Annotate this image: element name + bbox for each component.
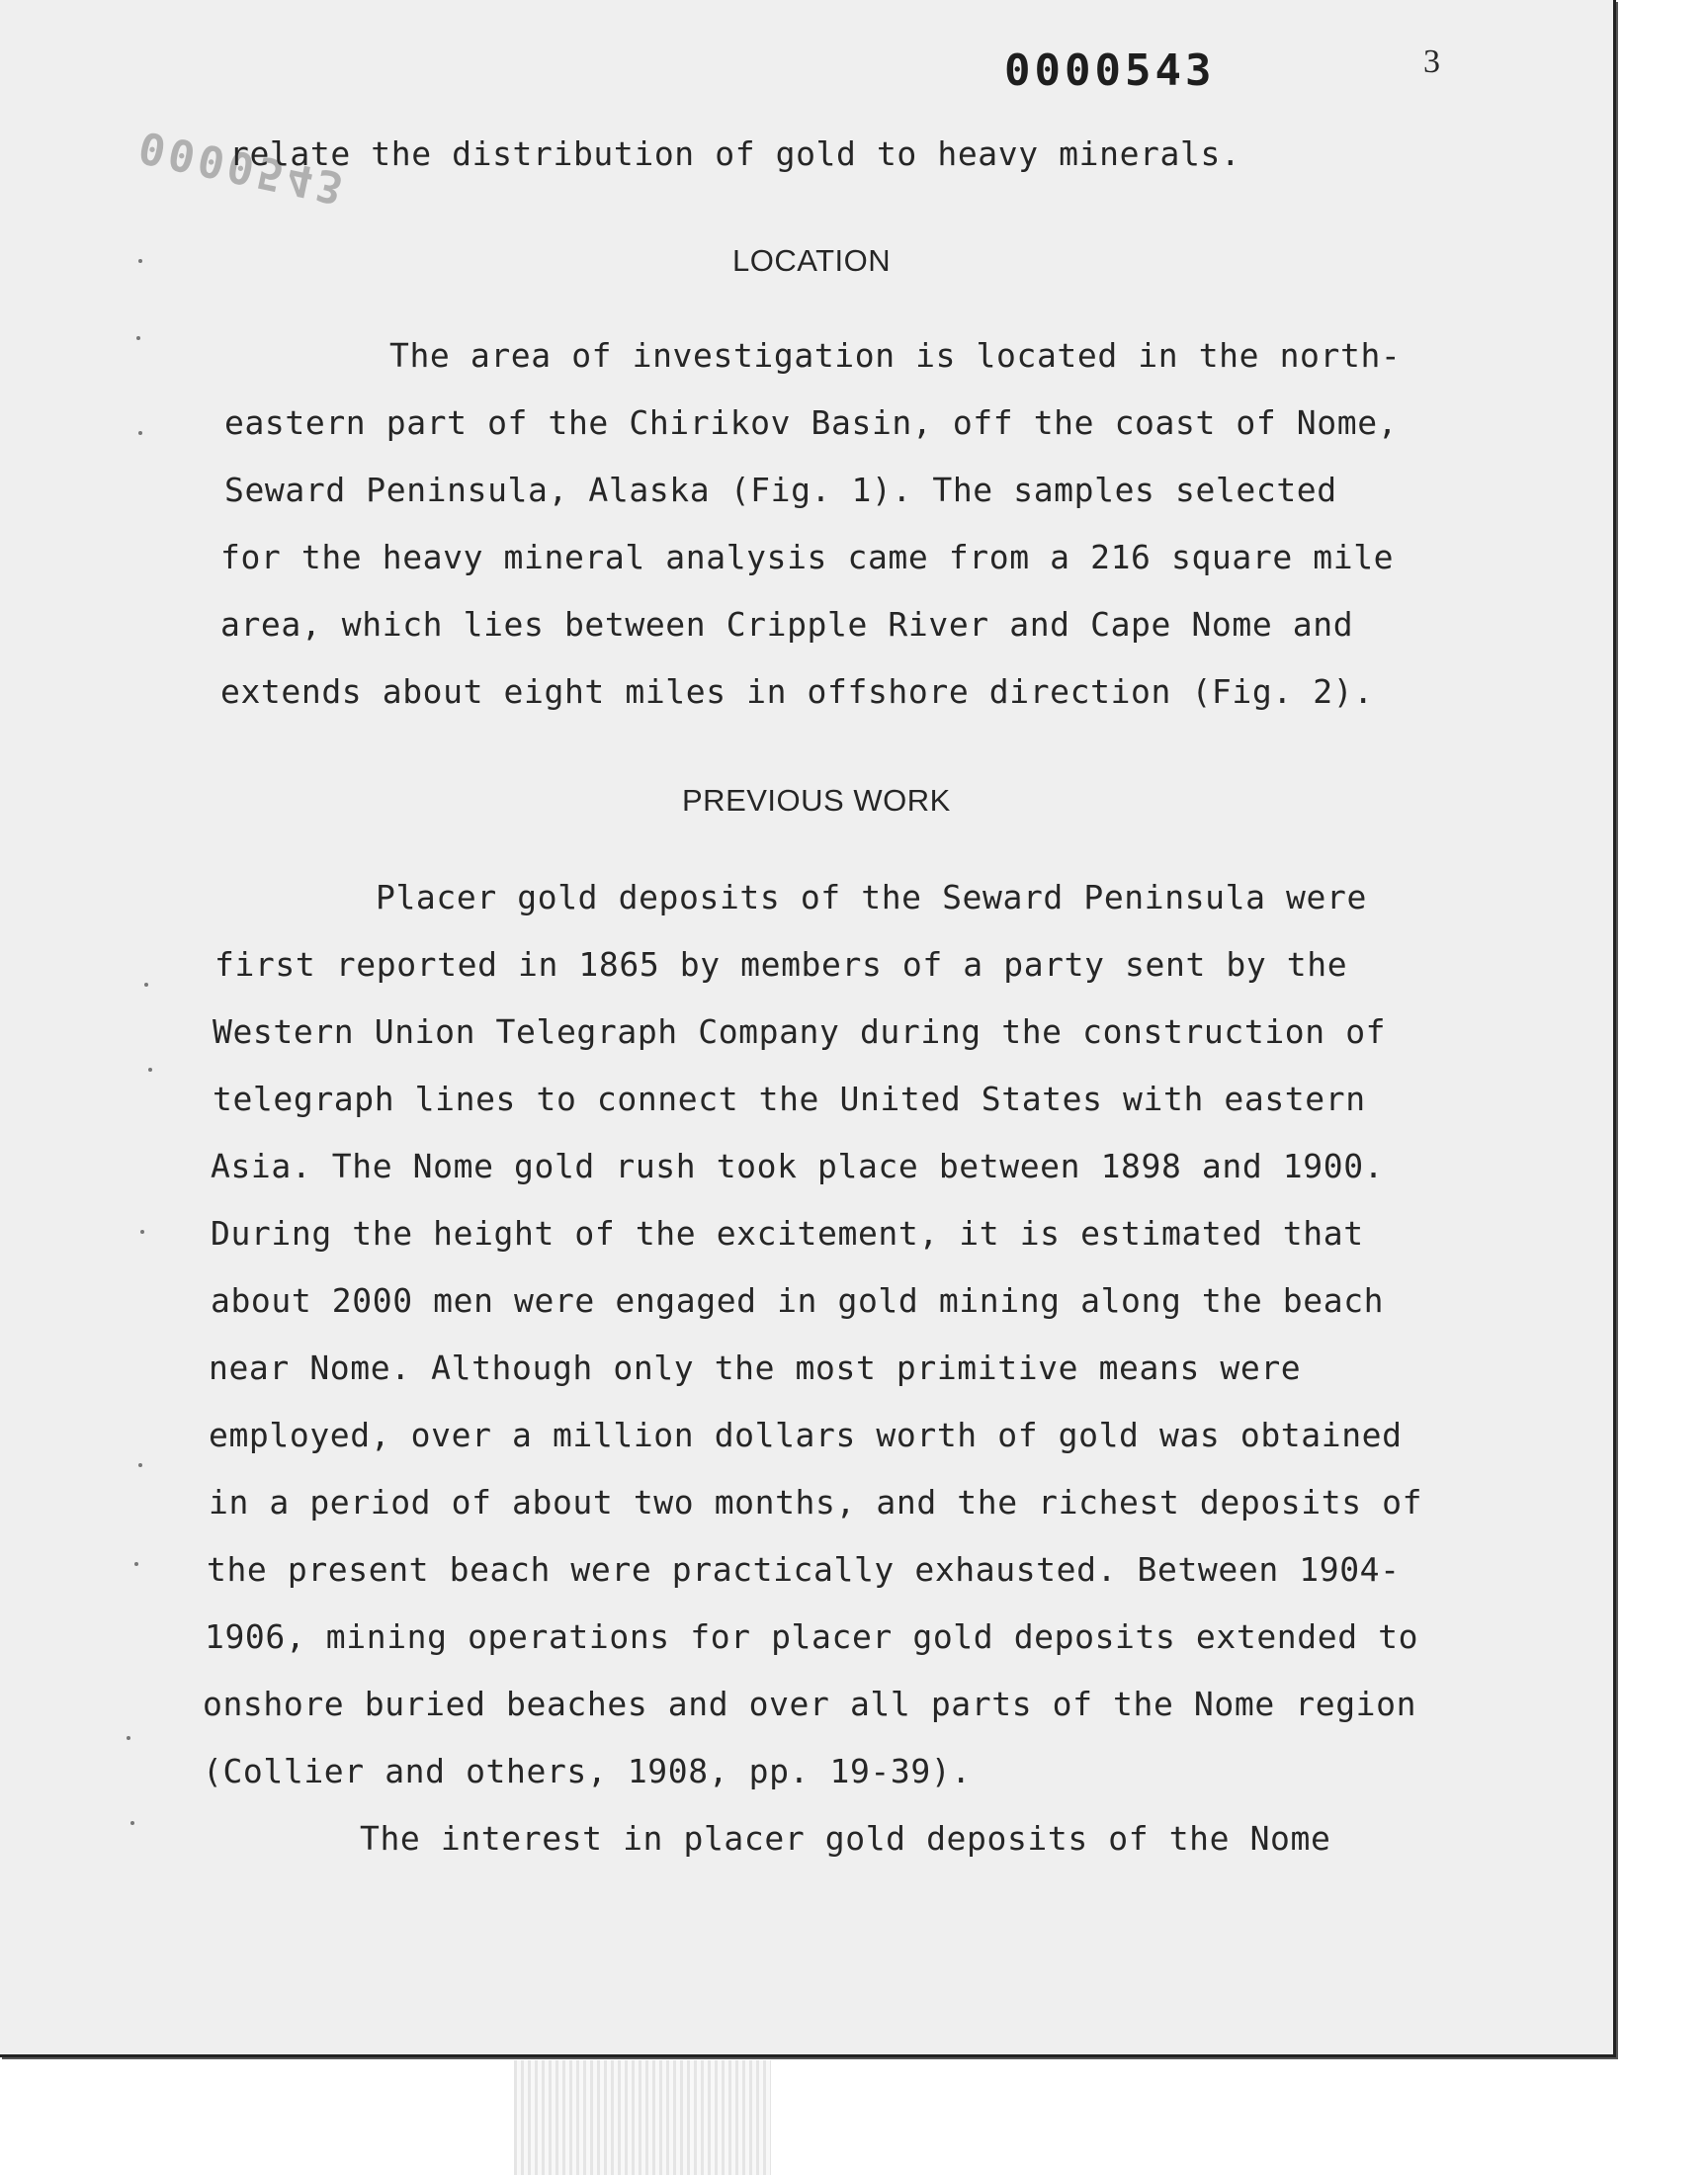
section-heading-location: LOCATION	[732, 243, 892, 278]
text-line: in a period of about two months, and the richest deposits of	[209, 1483, 1423, 1522]
text-line: 1906, mining operations for placer gold deposits extended to	[205, 1617, 1419, 1656]
text-line: Asia. The Nome gold rush took place between 1898 and 1900.	[211, 1147, 1385, 1185]
text-line: near Nome. Although only the most primitive means were	[209, 1348, 1302, 1387]
stamp-bleed-through: 0000543	[134, 121, 352, 215]
text-line: (Collier and others, 1908, pp. 19-39).	[203, 1752, 972, 1790]
text-line: the present beach were practically exhausted. Between 1904-	[207, 1550, 1401, 1589]
page-number: 3	[1423, 44, 1440, 80]
scan-speck	[130, 1821, 134, 1825]
text-line: telegraph lines to connect the United States with eastern	[213, 1080, 1366, 1118]
scan-edge-strip	[514, 2060, 771, 2175]
section-heading-previous-work: PREVIOUS WORK	[682, 783, 951, 818]
text-line: eastern part of the Chirikov Basin, off the coast of Nome,	[224, 403, 1399, 442]
text-line: Western Union Telegraph Company during the construction of	[213, 1012, 1387, 1051]
scan-speck	[127, 1736, 130, 1740]
text-line: about 2000 men were engaged in gold mining along the beach	[211, 1281, 1385, 1320]
scan-speck	[140, 1230, 144, 1234]
text-line: The area of investigation is located in the north-	[389, 336, 1402, 375]
text-line: employed, over a million dollars worth of gold was obtained	[209, 1416, 1403, 1454]
text-line: for the heavy mineral analysis came from a 216 square mile	[220, 538, 1395, 576]
text-line: onshore buried beaches and over all parts of the Nome region	[203, 1685, 1417, 1723]
scan-speck	[138, 1463, 142, 1467]
scan-speck	[134, 1562, 138, 1566]
text-line: The interest in placer gold deposits of the Nome	[360, 1819, 1331, 1858]
text-line: Placer gold deposits of the Seward Peninsula were	[376, 878, 1367, 916]
scan-speck	[138, 259, 142, 263]
text-line: first reported in 1865 by members of a party sent by the	[214, 945, 1348, 984]
scan-speck	[138, 431, 142, 435]
text-line: relate the distribution of gold to heavy minerals.	[229, 134, 1241, 173]
text-line: Seward Peninsula, Alaska (Fig. 1). The samples selected	[224, 471, 1337, 509]
scan-speck	[144, 983, 148, 987]
text-line: extends about eight miles in offshore direction (Fig. 2).	[220, 672, 1374, 711]
text-line: area, which lies between Cripple River and Cape Nome and	[220, 605, 1354, 644]
document-stamp-number: 0000543	[1004, 45, 1216, 96]
scan-speck	[148, 1068, 152, 1072]
scan-speck	[136, 336, 140, 340]
text-line: During the height of the excitement, it is estimated that	[211, 1214, 1364, 1253]
